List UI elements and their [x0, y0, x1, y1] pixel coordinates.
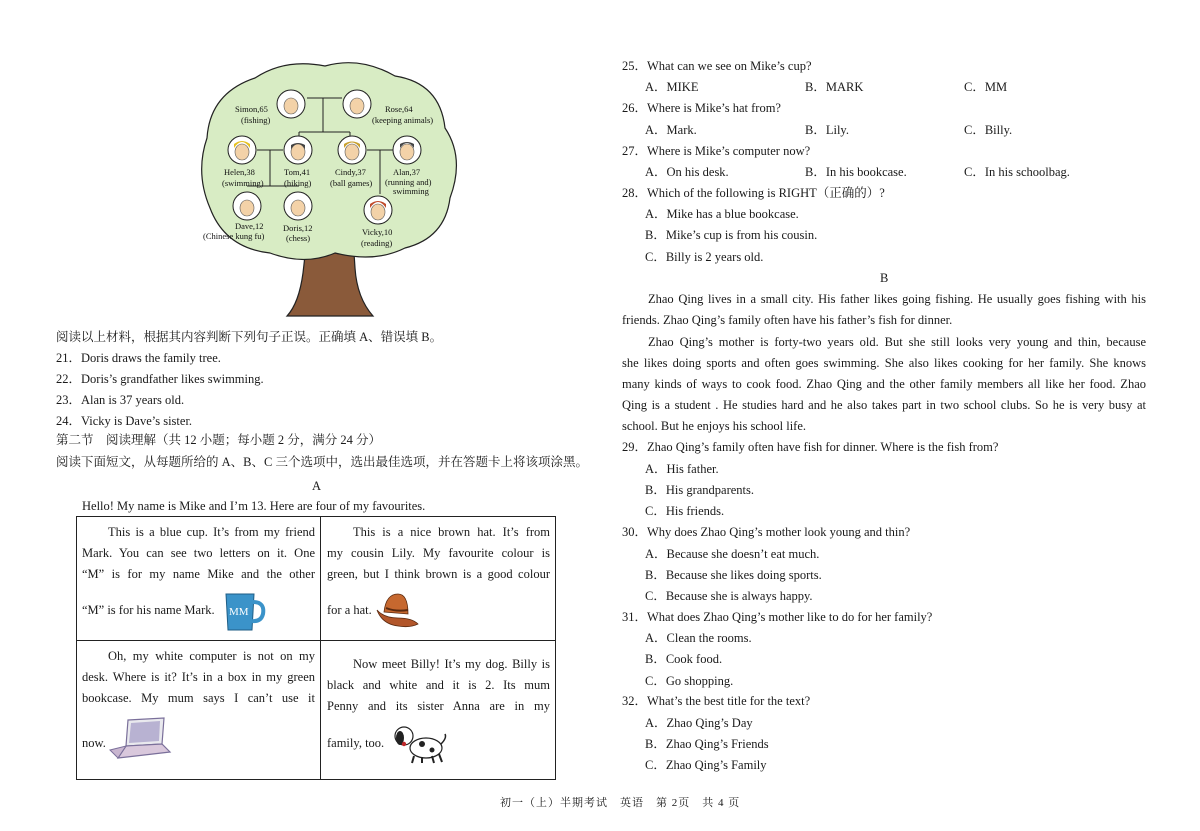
question-28: 28．Which of the following is RIGHT（正确的）?	[622, 186, 885, 200]
q27-option-a: A．On his desk.	[645, 165, 729, 179]
q26-option-c: C．Billy.	[964, 123, 1013, 137]
q28-option-b: B．Mike’s cup is from his cousin.	[645, 228, 818, 242]
cell1-line2: Mark. You can see two letters on it. One	[82, 546, 315, 560]
q25-option-a: A．MIKE	[645, 80, 699, 94]
tree-label-vicky: Vicky,10	[362, 227, 393, 237]
tree-hobby-cindy: (ball games)	[330, 178, 373, 188]
question-29: 29．Zhao Qing’s family often have fish for dinner. Where is the fish from?	[622, 440, 999, 454]
question-22: 22．Doris’s grandfather likes swimming.	[56, 372, 264, 386]
question-21: 21．Doris draws the family tree.	[56, 351, 221, 365]
tree-hobby-rose: (keeping animals)	[372, 115, 434, 125]
passage-b-paragraph-2	[622, 332, 1146, 437]
q28-option-c: C．Billy is 2 years old.	[645, 250, 764, 264]
question-32: 32．What’s the best title for the text?	[622, 694, 811, 708]
instruction-judge: 阅读以上材料，根据其内容判断下列句子正误。正确填 A、错误填 B。	[56, 330, 443, 344]
cell2-line3: green, but I think brown is a good colour	[327, 567, 550, 581]
tree-hobby-tom: (hiking)	[284, 178, 312, 188]
cell3-line4: now.	[82, 736, 106, 750]
tree-label-alan: Alan,37	[393, 167, 421, 177]
passage-a-label: A	[312, 479, 322, 493]
cell4-line3: Penny and its sister Anna are in my	[327, 699, 550, 713]
cell1-line4: “M” is for his name Mark.	[82, 603, 215, 617]
tree-hobby-doris: (chess)	[286, 233, 311, 243]
q30-option-c: C．Because she is always happy.	[645, 589, 813, 603]
para2-line1: Zhao Qing’s mother is forty-two years old. But she still looks very young and thin, because	[648, 335, 1146, 349]
table-divider-vertical	[320, 516, 321, 780]
question-27: 27．Where is Mike’s computer now?	[622, 144, 811, 158]
cell2-line1: This is a nice brown hat. It’s from	[353, 525, 550, 539]
cell3-line3: bookcase. My mum says I can’t use it	[82, 691, 315, 705]
instruction-reading: 阅读下面短文，从每题所给的 A、B、C 三个选项中，选出最佳选项，并在答题卡上将该项涂黑。	[56, 455, 588, 469]
tree-hobby-alan-2: swimming	[393, 186, 429, 196]
cell3-line2: desk. Where is it? It’s in a box in my green	[82, 670, 315, 684]
tree-label-helen: Helen,38	[224, 167, 255, 177]
para1-line2: friends. Zhao Qing’s family often have his father’s fish for dinner.	[622, 313, 953, 327]
q25-option-b: B．MARK	[805, 80, 864, 94]
tree-label-doris: Doris,12	[283, 223, 313, 233]
cell-blue-cup	[82, 522, 315, 621]
para1-line1: Zhao Qing lives in a small city. His father likes going fishing. He usually goes fishing with his	[648, 292, 1146, 306]
q28-option-a: A．Mike has a blue bookcase.	[645, 207, 799, 221]
q29-option-a: A．His father.	[645, 462, 719, 476]
cell2-line4: for a hat.	[327, 603, 372, 617]
para2-line5: school. But he enjoys his school life.	[622, 419, 807, 433]
q32-option-b: B．Zhao Qing’s Friends	[645, 737, 769, 751]
passage-a-intro: Hello! My name is Mike and I’m 13. Here are four of my favourites.	[82, 499, 426, 513]
q29-option-b: B．His grandparents.	[645, 483, 755, 497]
q32-option-a: A．Zhao Qing’s Day	[645, 716, 753, 730]
q30-option-b: B．Because she likes doing sports.	[645, 568, 822, 582]
tree-hobby-alan: (running and)	[385, 177, 432, 187]
q25-option-c: C．MM	[964, 80, 1008, 94]
cell-brown-hat	[327, 522, 550, 621]
section-2-heading: 第二节 阅读理解（共 12 小题；每小题 2 分，满分 24 分）	[56, 433, 382, 447]
q26-option-a: A．Mark.	[645, 123, 697, 137]
cell4-line4: family, too.	[327, 736, 385, 750]
dog-icon	[392, 722, 448, 764]
para2-line2: she likes doing sports and often goes swimming. She also likes cooking for her family. She knows	[622, 356, 1146, 370]
q29-option-c: C．His friends.	[645, 504, 725, 518]
laptop-icon	[106, 716, 172, 760]
tree-hobby-simon: (fishing)	[241, 115, 271, 125]
table-divider-horizontal	[76, 640, 556, 641]
cell3-line1: Oh, my white computer is not on my	[108, 649, 315, 663]
q31-option-a: A．Clean the rooms.	[645, 631, 752, 645]
question-30: 30．Why does Zhao Qing’s mother look young and thin?	[622, 525, 911, 539]
tree-label-simon: Simon,65	[235, 104, 268, 114]
passage-b-paragraph-1	[622, 289, 1146, 331]
q26-option-b: B．Lily.	[805, 123, 849, 137]
q27-option-b: B．In his bookcase.	[805, 165, 907, 179]
cup-icon	[222, 590, 266, 632]
cell1-line3: “M” is for my name Mike and the other	[82, 567, 315, 581]
question-26: 26．Where is Mike’s hat from?	[622, 101, 781, 115]
q30-option-a: A．Because she doesn’t eat much.	[645, 547, 820, 561]
cell2-line2: my cousin Lily. My favourite colour is	[327, 546, 550, 560]
cell4-line1: Now meet Billy! It’s my dog. Billy is	[353, 657, 550, 671]
para2-line4: Qing is a student . He studies hard and he also takes part in two school clubs. So he is very busy at	[622, 398, 1146, 412]
tree-hobby-vicky: (reading)	[361, 238, 393, 248]
hat-icon	[374, 588, 420, 628]
cup-letters: MM	[229, 606, 249, 618]
q31-option-b: B．Cook food.	[645, 652, 723, 666]
tree-hobby-helen: (swimming)	[222, 178, 264, 188]
question-31: 31．What does Zhao Qing’s mother like to do for her family?	[622, 610, 933, 624]
para2-line3: many kinds of ways to cook food. Zhao Qing and the other family members all like her food. Zhao	[622, 377, 1146, 391]
q32-option-c: C．Zhao Qing’s Family	[645, 758, 767, 772]
tree-label-dave: Dave,12	[235, 221, 264, 231]
cell1-line1: This is a blue cup. It’s from my friend	[108, 525, 315, 539]
q27-option-c: C．In his schoolbag.	[964, 165, 1070, 179]
cell4-line2: black and white and it is 2. Its mum	[327, 678, 550, 692]
passage-b-label: B	[880, 271, 889, 285]
tree-label-tom: Tom,41	[284, 167, 311, 177]
page-footer: 初一（上）半期考试 英语 第 2页 共 4 页	[500, 797, 741, 809]
tree-label-rose: Rose,64	[385, 104, 413, 114]
question-25: 25．What can we see on Mike’s cup?	[622, 59, 812, 73]
question-24: 24．Vicky is Dave’s sister.	[56, 414, 193, 428]
tree-label-cindy: Cindy,37	[335, 167, 366, 177]
q31-option-c: C．Go shopping.	[645, 674, 734, 688]
tree-hobby-dave: (Chinese kung fu)	[203, 231, 265, 241]
question-23: 23．Alan is 37 years old.	[56, 393, 185, 407]
family-tree-illustration	[195, 58, 465, 320]
